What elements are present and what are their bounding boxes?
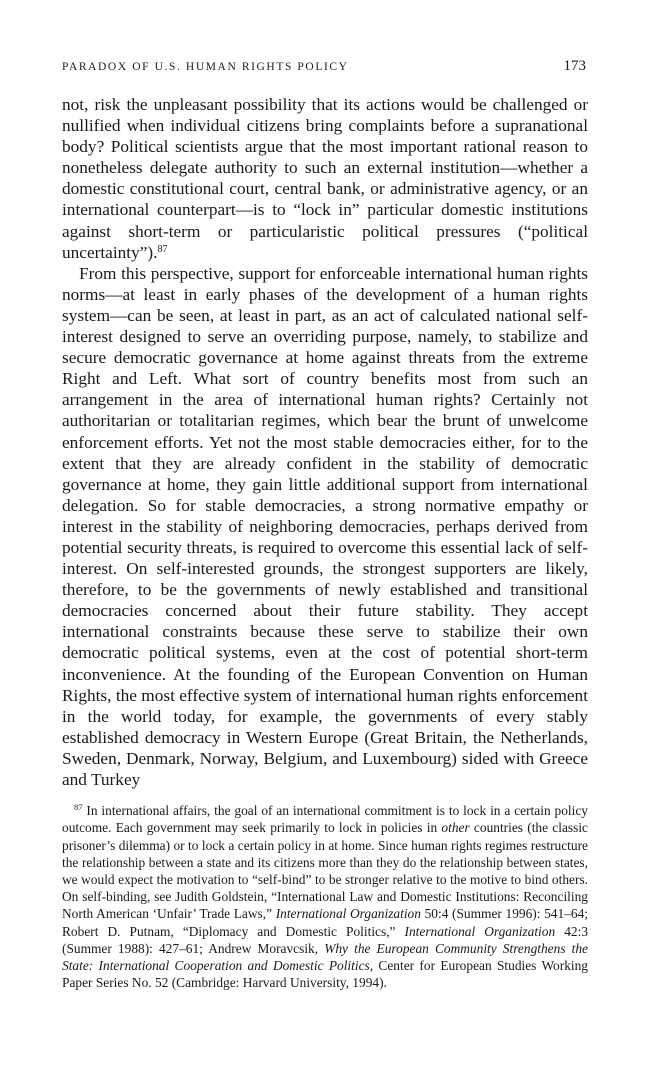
- footnote-emphasis: other: [441, 820, 470, 836]
- page-number: 173: [563, 58, 586, 74]
- running-head: [62, 58, 588, 82]
- footnote-87: [62, 802, 588, 991]
- paper-title: Why the European Community Strengthens the State: International Cooperation and Domestic Politics: [62, 940, 588, 973]
- running-title: PARADOX OF U.S. HUMAN RIGHTS POLICY: [62, 61, 349, 73]
- footnotes: [62, 802, 588, 991]
- paragraph-2: From this perspective, support for enforceable international human rights norms—at least in early phases of the development of a human rights system—can be seen, at least in part, as an act of calculated national self-interest designed to serve an overriding purpose, namely, to stabilize and secure democratic governance at home against threats from the extreme Right and Left. What sort of country benefits most from such an arrangement in the area of international human rights? Certainly not authoritarian or totalitarian regimes, which bear the brunt of unwelcome enforcement efforts. Yet not the most stable democracies either, for to the extent that they are already confident in the stability of democratic governance at home, they gain little additional support from international delegation. So for stable democracies, a strong normative empathy or interest in the stability of neighboring democracies, perhaps derived from potential security threats, is required to overcome this essential lack of self-interest. On self-interested grounds, the strongest supporters are likely, therefore, to be the governments of newly established and transitional democracies concerned about their future stability. They accept international constraints because these serve to stabilize their own democratic political systems, even at the cost of potential short-term inconvenience. At the founding of the European Convention on Human Rights, the most effective system of international human rights enforcement in the world today, for example, the governments of every stably established democracy in Western Europe (Great Britain, the Netherlands, Sweden, Denmark, Norway, Belgium, and Luxembourg) sided with Greece and Turkey: [62, 263, 588, 789]
- paragraph-1: [62, 94, 588, 263]
- footnote-text: 42:3 (Summer 1988): 427–61; Andrew Moravcsik,: [62, 923, 589, 956]
- footnote-text: 50:4 (Summer 1996): 541–64; Robert D. Putnam, “Diplomacy and Domestic Politics,”: [62, 906, 589, 939]
- footnote-text: , Center for European Studies Working Paper Series No. 52 (Cambridge: Harvard University, 1994).: [62, 957, 588, 991]
- body-text: [62, 94, 588, 790]
- paragraph-1-text: not, risk the unpleasant possibility that its actions would be challenged or nullified when individual citizens bring complaints before a supranational body? Political scientists argue that the most important rational reason to nonetheless delegate authority to such an external institution—whether a domestic constitutional court, central bank, or administrative agency, or an international counterpart—is to “lock in” particular domestic institutions against short-term or particularistic political pressures (“political uncertainty”).: [62, 95, 588, 262]
- footnote-reference[interactable]: 87: [157, 243, 168, 255]
- journal-title: International Organization: [275, 906, 421, 922]
- book-page: [62, 58, 588, 991]
- journal-title: International Organization: [404, 923, 556, 939]
- footnote-text: In international affairs, the goal of an international commitment is to lock in a certain policy outcome. Each government may seek primarily to lock in policies in: [62, 803, 588, 836]
- footnote-number: 87: [74, 802, 83, 813]
- footnote-text: countries (the classic prisoner’s dilemma) or to lock a certain policy in at home. Since human rights regimes restructure the relationship between a state and its citizens more than they do the relationship between states, we would expect the motivation to “self-bind” to be stronger relative to the motive to bind others. On self-binding, see Judith Goldstein, “International Law and Domestic Institutions: Reconciling North American ‘Unfair’ Trade Laws,”: [62, 820, 588, 922]
